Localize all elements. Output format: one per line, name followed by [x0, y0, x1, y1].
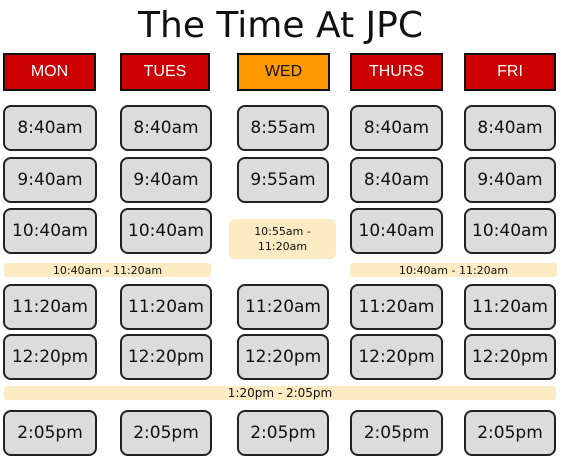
time-slot-thurs-4: 11:20am	[350, 284, 443, 330]
time-slot-mon-1: 8:40am	[3, 105, 97, 151]
day-header-wed[interactable]: WED	[237, 53, 330, 91]
break-band-right: 10:40am - 11:20am	[350, 263, 557, 277]
time-slot-mon-4: 11:20am	[3, 284, 97, 330]
time-slot-tues-2: 9:40am	[120, 157, 212, 203]
time-slot-fri-3: 10:40am	[464, 208, 556, 254]
time-slot-fri-6: 2:05pm	[464, 410, 556, 456]
time-slot-thurs-1: 8:40am	[350, 105, 443, 151]
day-header-tues[interactable]: TUES	[120, 53, 210, 91]
time-slot-thurs-5: 12:20pm	[350, 334, 443, 380]
day-header-mon[interactable]: MON	[3, 53, 96, 91]
day-header-thurs[interactable]: THURS	[350, 53, 443, 91]
time-slot-tues-1: 8:40am	[120, 105, 212, 151]
time-slot-wed-2: 9:55am	[237, 157, 329, 203]
lunch-band: 1:20pm - 2:05pm	[4, 386, 556, 400]
time-slot-tues-3: 10:40am	[120, 208, 212, 254]
time-slot-wed-5: 12:20pm	[237, 334, 329, 380]
time-slot-mon-6: 2:05pm	[3, 410, 97, 456]
page-title: The Time At JPC	[138, 5, 423, 46]
time-slot-fri-4: 11:20am	[464, 284, 556, 330]
time-slot-thurs-6: 2:05pm	[350, 410, 443, 456]
time-slot-thurs-3: 10:40am	[350, 208, 443, 254]
time-slot-thurs-2: 8:40am	[350, 157, 443, 203]
day-header-fri[interactable]: FRI	[464, 53, 556, 91]
time-slot-mon-3: 10:40am	[3, 208, 97, 254]
time-slot-fri-2: 9:40am	[464, 157, 556, 203]
time-slot-wed-1: 8:55am	[237, 105, 329, 151]
time-slot-mon-5: 12:20pm	[3, 334, 97, 380]
time-slot-wed-break	[229, 219, 336, 259]
break-band-left: 10:40am - 11:20am	[4, 263, 211, 277]
time-slot-fri-5: 12:20pm	[464, 334, 556, 380]
time-slot-tues-5: 12:20pm	[120, 334, 212, 380]
time-slot-fri-1: 8:40am	[464, 105, 556, 151]
time-slot-wed-4: 11:20am	[237, 284, 329, 330]
wed-break-start: 10:55am -	[254, 225, 311, 238]
time-slot-mon-2: 9:40am	[3, 157, 97, 203]
time-slot-wed-6: 2:05pm	[237, 410, 329, 456]
time-slot-tues-6: 2:05pm	[120, 410, 212, 456]
wed-break-end: 11:20am	[257, 240, 308, 253]
time-slot-tues-4: 11:20am	[120, 284, 212, 330]
